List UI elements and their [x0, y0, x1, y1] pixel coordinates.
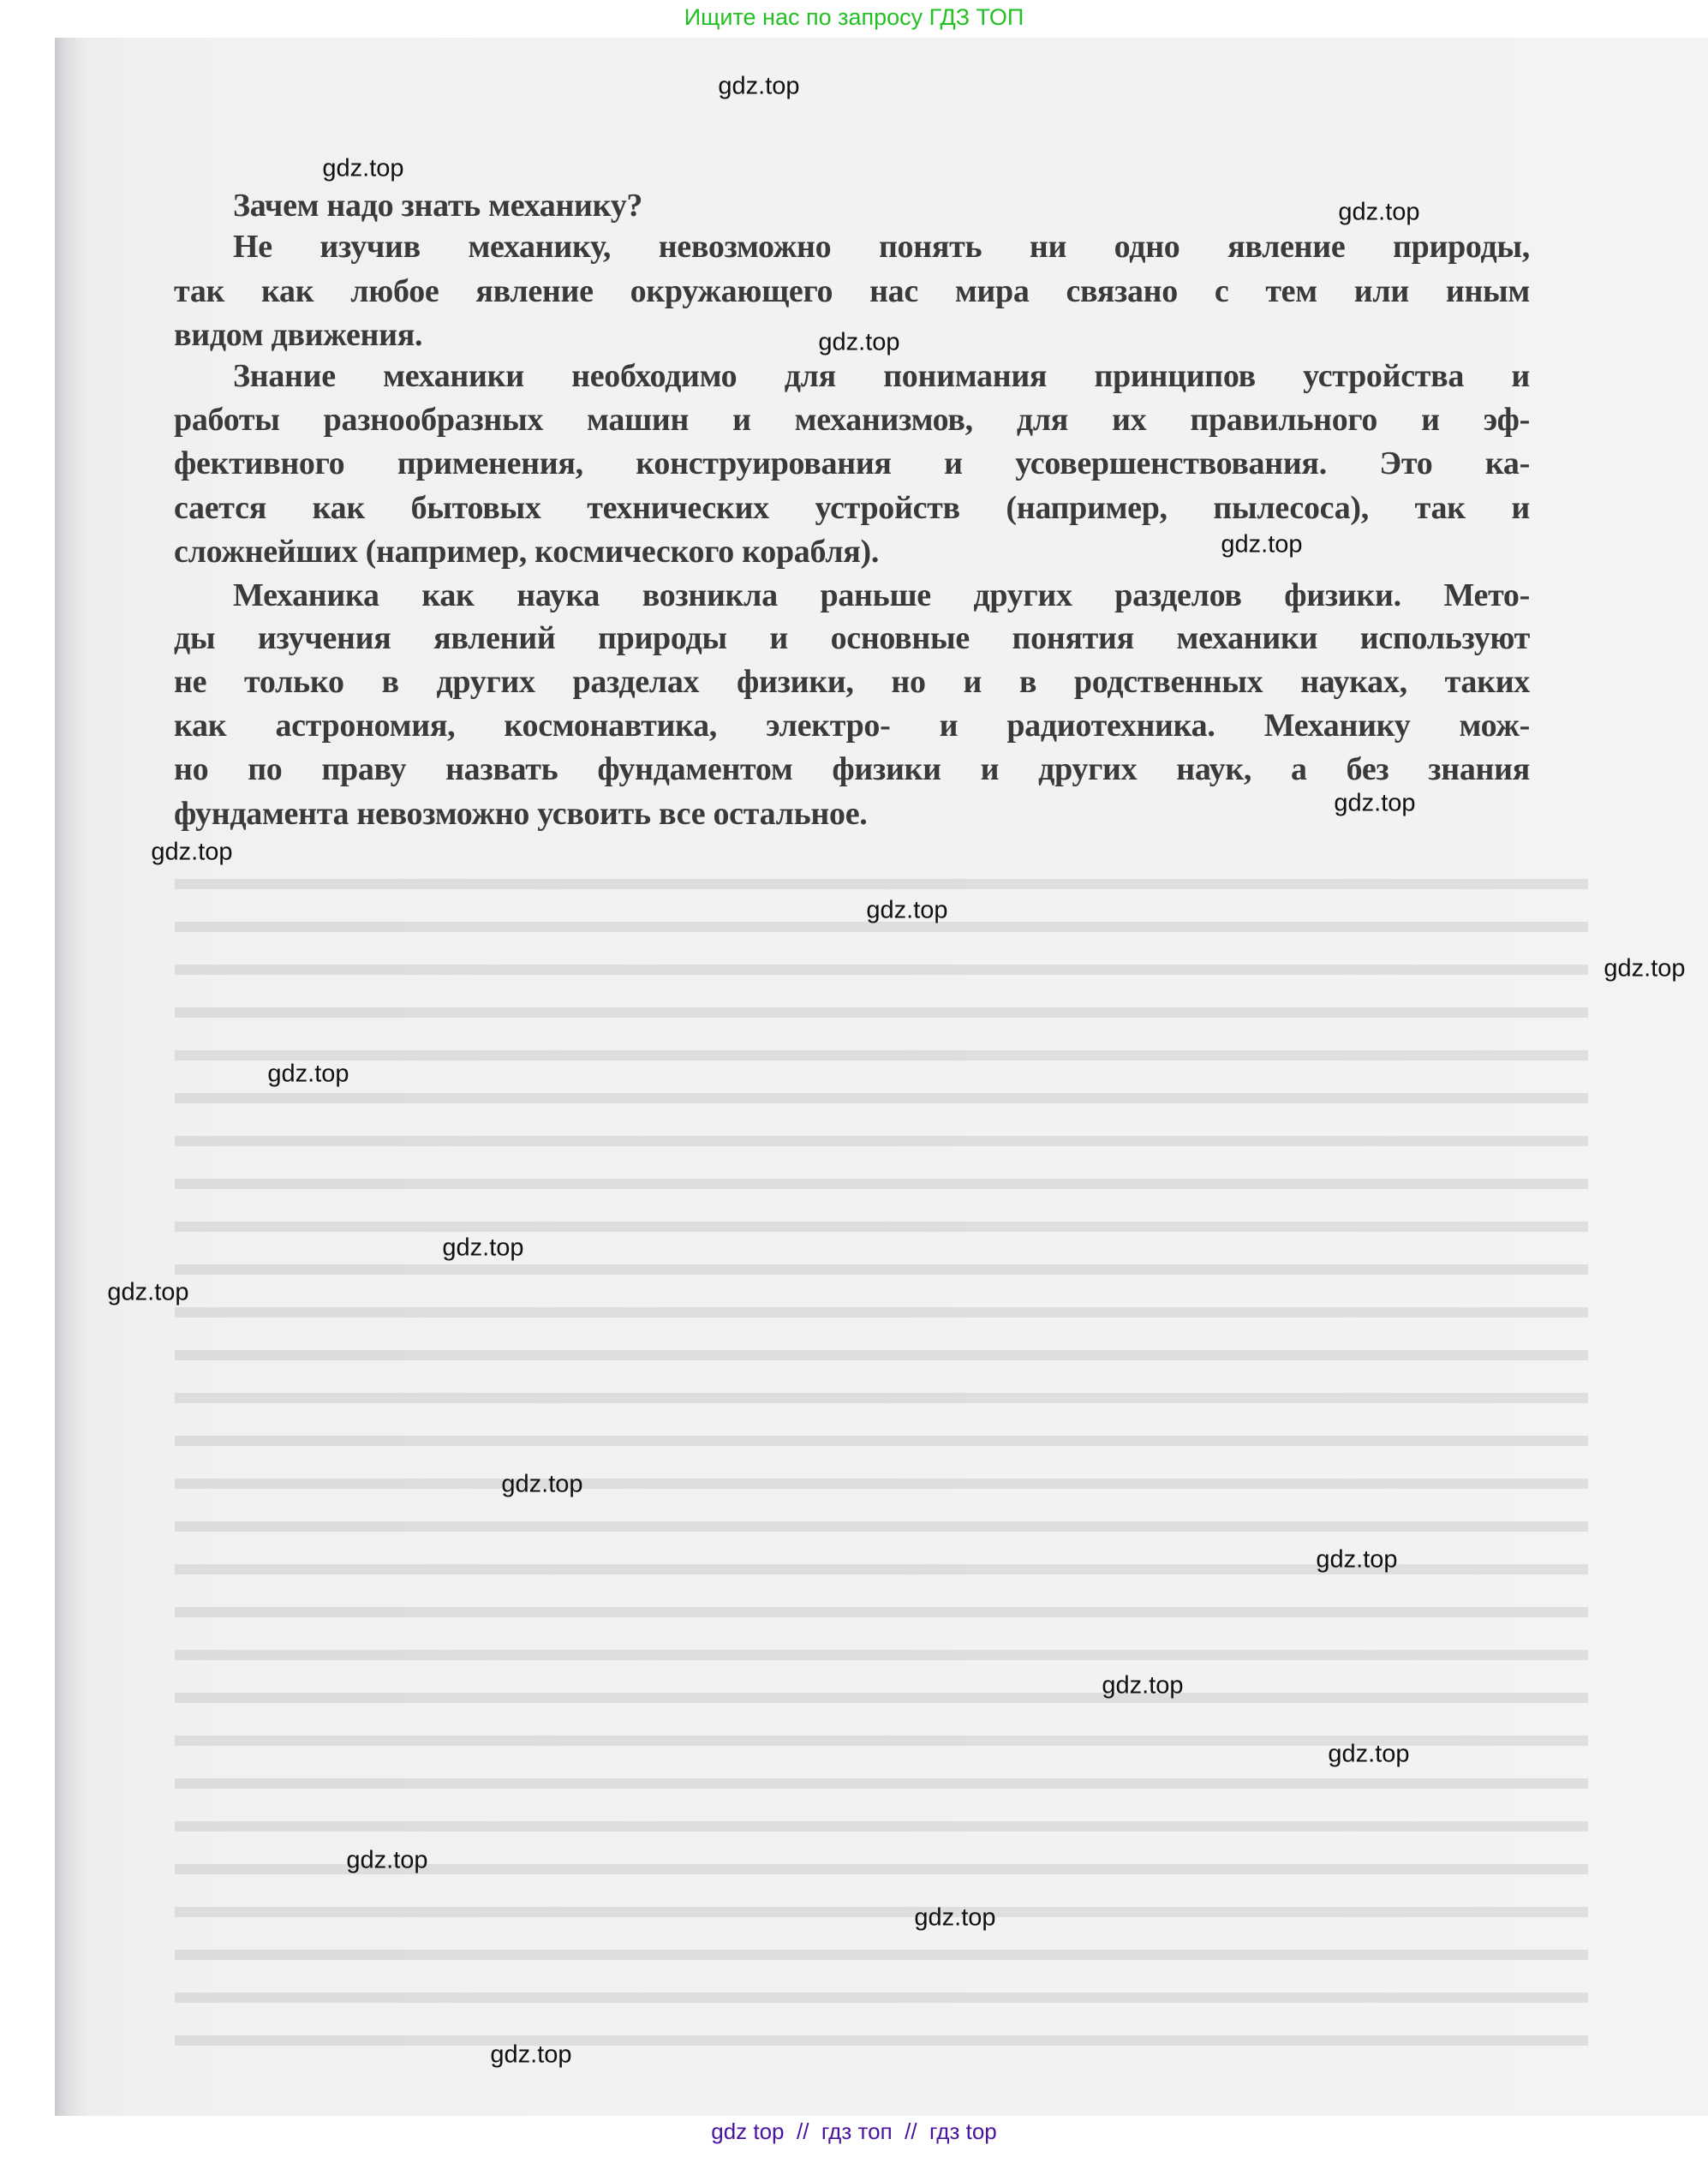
- watermark: gdz.top: [866, 896, 948, 924]
- watermark: gdz.top: [267, 1060, 349, 1088]
- watermark: gdz.top: [107, 1278, 189, 1306]
- paragraph-2-line: работы разнообразных машин и механизмов, для их правильного и эф-: [174, 402, 1530, 438]
- watermark: gdz.top: [1603, 954, 1686, 983]
- paragraph-1-line: так как любое явление окружающего нас мира связано с тем или иным: [174, 273, 1530, 309]
- search-banner: Ищите нас по запросу ГДЗ ТОП: [684, 4, 1024, 30]
- paragraph-2-line: Знание механики необходимо для понимания принципов устройства и: [233, 358, 1530, 394]
- watermark: gdz.top: [1221, 530, 1303, 559]
- section-heading: Зачем надо знать механику?: [233, 188, 643, 224]
- watermark: gdz.top: [346, 1846, 428, 1874]
- watermark: gdz.top: [490, 2040, 572, 2069]
- watermark: gdz.top: [1334, 789, 1416, 817]
- paragraph-3-line: как астрономия, космонавтика, электро- и радиотехника. Механику мож-: [174, 708, 1530, 744]
- paragraph-1-line: видом движения.: [174, 317, 423, 353]
- watermark: gdz.top: [914, 1903, 996, 1932]
- paragraph-3-line: фундамента невозможно усвоить все остальное.: [174, 796, 868, 832]
- watermark: gdz.top: [501, 1470, 583, 1498]
- paragraph-2-line: фективного применения, конструирования и усовершенствования. Это ка-: [174, 445, 1530, 481]
- paragraph-3-line: но по праву назвать фундаментом физики и других наук, а без знания: [174, 751, 1530, 787]
- watermark: gdz.top: [1328, 1740, 1410, 1768]
- watermark: gdz.top: [1102, 1671, 1184, 1700]
- paragraph-3-line: не только в других разделах физики, но и в родственных науках, таких: [174, 664, 1530, 700]
- paragraph-3-line: ды изучения явлений природы и основные понятия механики используют: [174, 620, 1530, 656]
- paragraph-1-line: Не изучив механику, невозможно понять ни одно явление природы,: [233, 229, 1530, 265]
- paragraph-2-line: сается как бытовых технических устройств (например, пылесоса), так и: [174, 490, 1530, 526]
- footer-text[interactable]: gdz top // гдз топ // гдз top: [711, 2118, 997, 2144]
- footer-links[interactable]: [0, 2116, 1708, 2157]
- watermark: gdz.top: [718, 72, 800, 100]
- paragraph-2-line: сложнейших (например, космического корабля).: [174, 534, 880, 570]
- watermark: gdz.top: [442, 1234, 524, 1262]
- bleed-through-text: [175, 860, 1588, 2059]
- paragraph-3-line: Механика как наука возникла раньше других разделов физики. Мето-: [233, 577, 1530, 613]
- watermark: gdz.top: [151, 838, 233, 866]
- watermark: gdz.top: [1338, 198, 1420, 226]
- watermark: gdz.top: [818, 328, 900, 356]
- watermark: gdz.top: [322, 154, 404, 182]
- watermark: gdz.top: [1316, 1545, 1398, 1574]
